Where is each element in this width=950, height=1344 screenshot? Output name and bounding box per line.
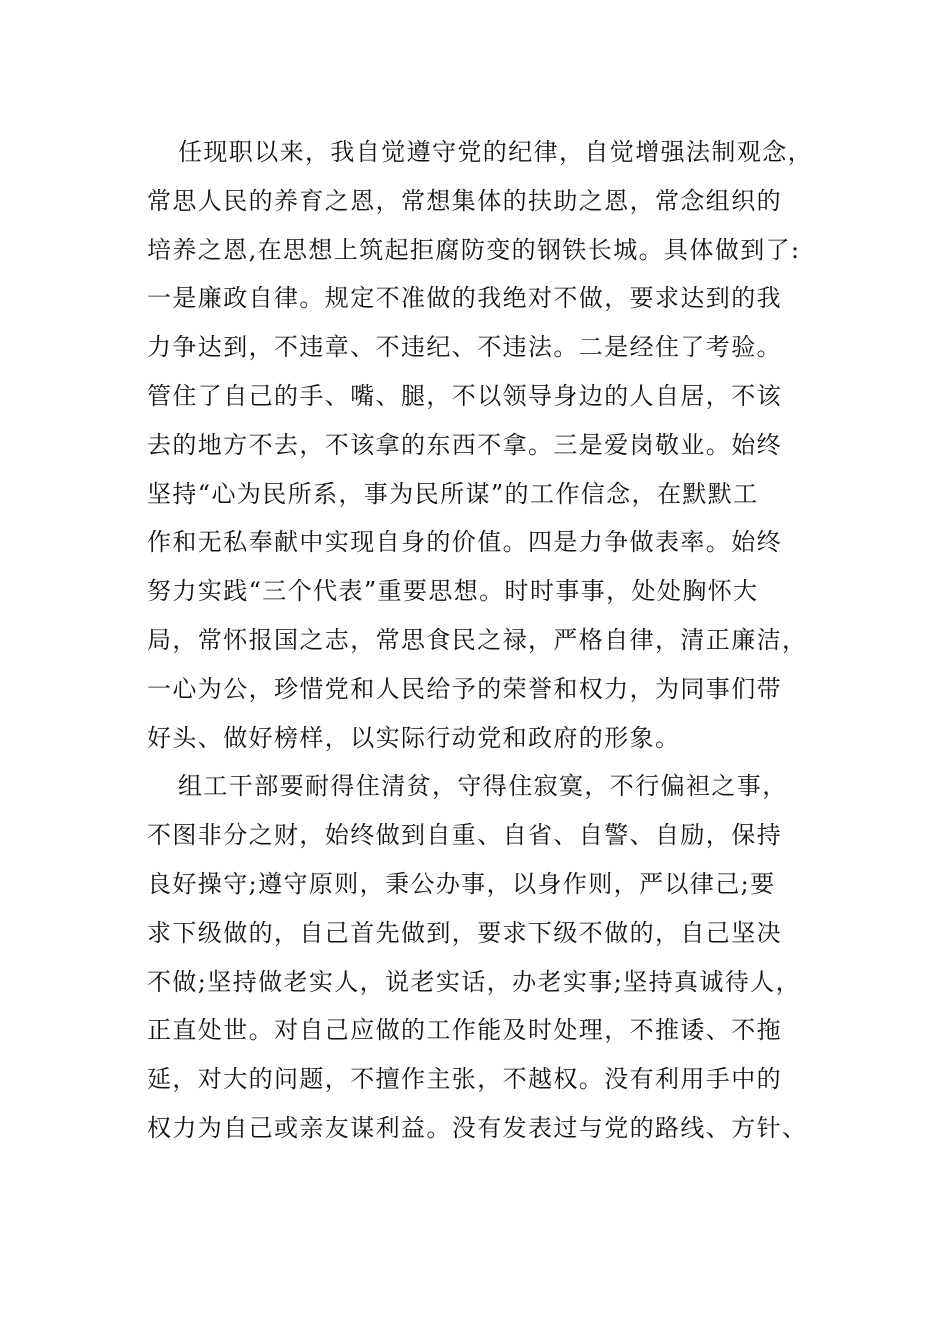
- paragraph-2-line-1: 组工干部要耐得住清贫，守得住寂寞，不行偏袒之事，: [178, 772, 788, 801]
- paragraph-1-line-8: 坚持“心为民所系，事为民所谋”的工作信念，在默默工: [147, 479, 759, 508]
- paragraph-2-line-5: 不做;坚持做老实人，说老实话，办老实事;坚持真诚待人，: [147, 967, 801, 996]
- paragraph-1-line-10: 努力实践“三个代表”重要思想。时时事事，处处胸怀大: [147, 577, 759, 606]
- paragraph-2-line-7: 延，对大的问题，不擅作主张，不越权。没有利用手中的: [147, 1065, 782, 1094]
- paragraph-1-line-3: 培养之恩,在思想上筑起拒腐防变的钢铁长城。具体做到了:: [147, 235, 801, 264]
- paragraph-2-line-3: 良好操守;遵守原则，秉公办事，以身作则，严以律己;要: [147, 869, 776, 898]
- paragraph-1-line-1: 任现职以来，我自觉遵守党的纪律，自觉增强法制观念，: [178, 138, 813, 166]
- paragraph-2-line-4: 求下级做的，自己首先做到，要求下级不做的，自己坚决: [147, 918, 782, 947]
- document-body: [147, 128, 813, 1153]
- paragraph-1-line-12: 一心为公，珍惜党和人民给予的荣誉和权力，为同事们带: [147, 674, 782, 703]
- paragraph-2-line-8: 权力为自己或亲友谋利益。没有发表过与党的路线、方针、: [147, 1113, 808, 1142]
- paragraph-1-line-4: 一是廉政自律。规定不准做的我绝对不做，要求达到的我: [147, 284, 782, 313]
- paragraph-1-line-6: 管住了自己的手、嘴、腿，不以领导身边的人自居，不该: [147, 381, 782, 410]
- paragraph-2-line-2: 不图非分之财，始终做到自重、自省、自警、自励，保持: [147, 821, 782, 850]
- paragraph-1-line-7: 去的地方不去，不该拿的东西不拿。三是爱岗敬业。始终: [147, 430, 782, 459]
- paragraph-1-line-2: 常思人民的养育之恩，常想集体的扶助之恩，常念组织的: [147, 186, 782, 215]
- paragraph-1-line-11: 局，常怀报国之志，常思食民之禄，严格自律，清正廉洁，: [147, 625, 808, 654]
- paragraph-1-line-9: 作和无私奉献中实现自身的价值。四是力争做表率。始终: [147, 528, 782, 557]
- paragraph-1-line-5: 力争达到，不违章、不违纪、不违法。二是经住了考验。: [147, 333, 782, 362]
- paragraph-1-line-13: 好头、做好榜样，以实际行动党和政府的形象。: [147, 723, 681, 752]
- paragraph-2-line-6: 正直处世。对自己应做的工作能及时处理，不推诿、不拖: [147, 1016, 782, 1045]
